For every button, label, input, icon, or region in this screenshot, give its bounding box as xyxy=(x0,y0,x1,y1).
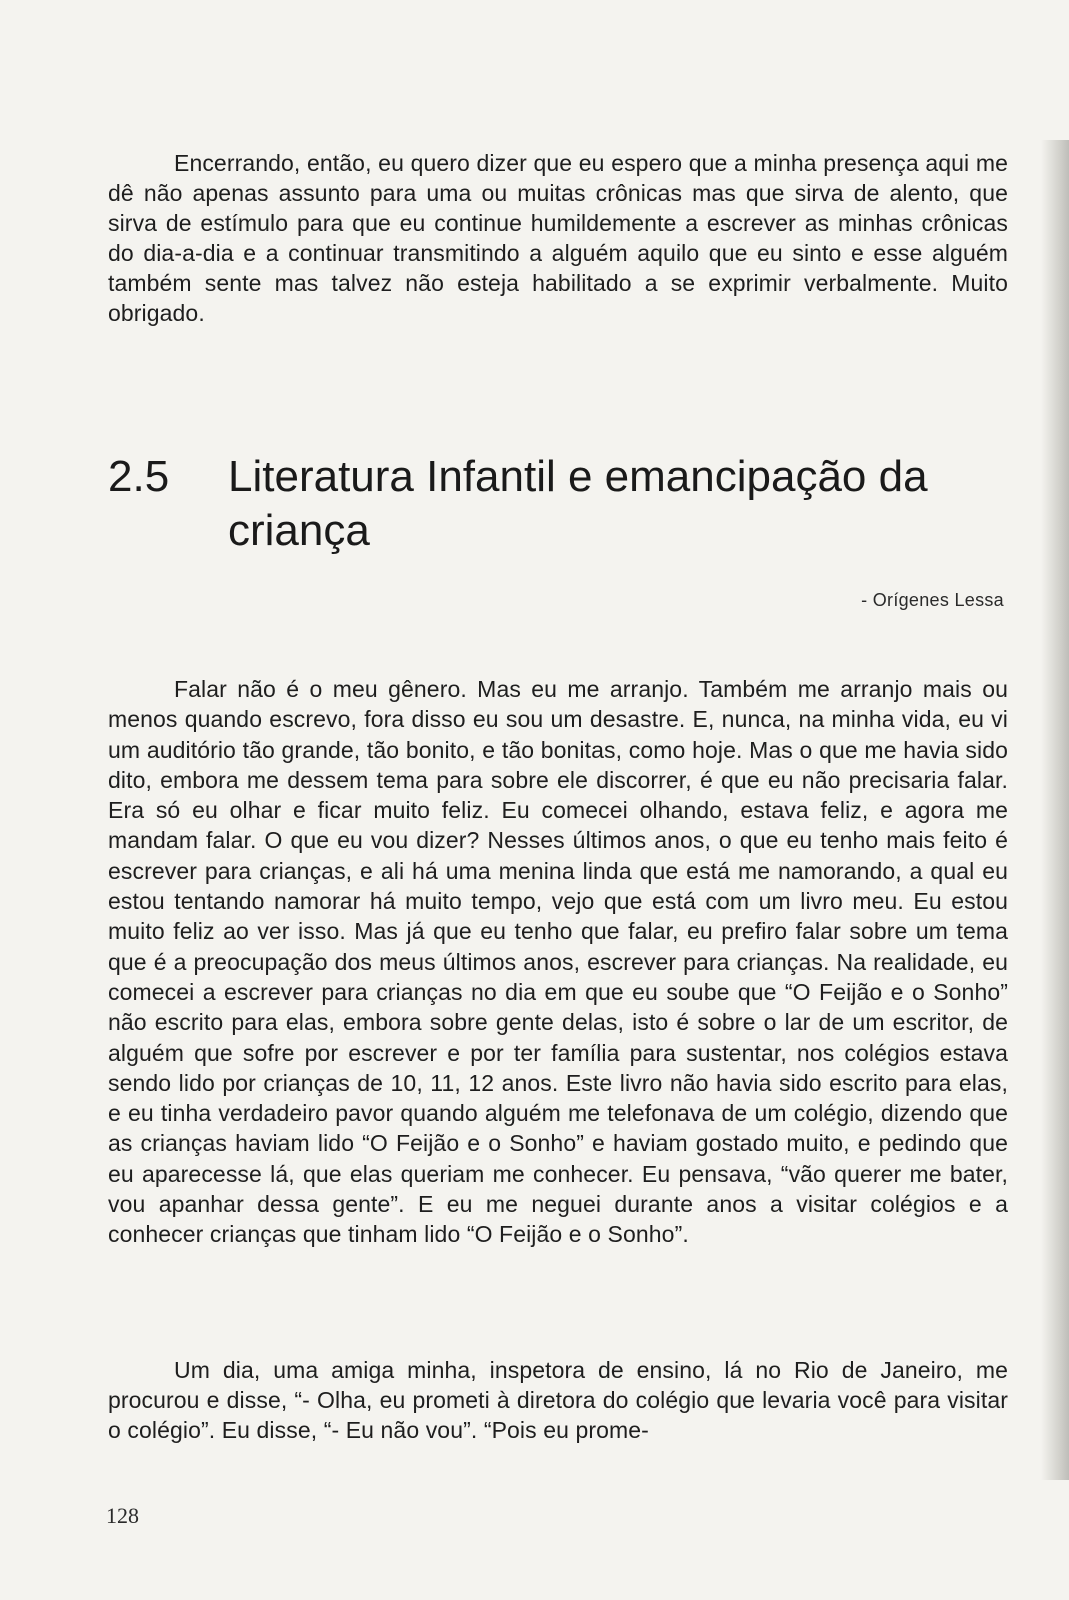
body-paragraph: Falar não é o meu gênero. Mas eu me arranjo. Também me arranjo mais ou menos quando escrevo, fora disso eu sou um desastre. E, nunca, na minha vida, eu vi um auditório tão grande, tão bonito, e tão bonitas, como hoje. Mas o que me havia sido dito, embora me dessem tema para sobre ele discorrer, é que eu não precisaria falar. Era só eu olhar e ficar muito feliz. Eu comecei olhando, estava feliz, e agora me mandam falar. O que eu vou dizer? Nesses últimos anos, o que eu tenho mais feito é escrever para crianças, e ali há uma menina linda que está me namorando, a qual eu estou tentando namorar há muito tempo, vejo que está com um livro meu. Eu estou muito feliz ao ver isso. Mas já que eu tenho que falar, eu prefiro falar sobre um tema que é a preocupação dos meus últimos anos, escrever para crianças. Na realidade, eu comecei a escrever para crianças no dia em que eu soube que “O Feijão e o Sonho” não escrito para elas, embora sobre gente delas, isto é sobre o lar de um escritor, de alguém que sofre por escrever e por ter família para sustentar, nos colégios estava sendo lido por crianças de 10, 11, 12 anos. Este livro não havia sido escrito para elas, e eu tinha verdadeiro pavor quando alguém me telefonava de um colégio, dizendo que as crianças haviam lido “O Feijão e o Sonho” e haviam gostado muito, e pedindo que eu aparecesse lá, que elas queriam me conhecer. Eu pensava, “vão querer me bater, vou apanhar dessa gente”. E eu me neguei durante anos a visitar colégios e a conhecer crianças que tinham lido “O Feijão e o Sonho”. xyxy=(108,676,1008,1248)
section-number: 2.5 xyxy=(108,452,170,501)
gutter-shadow xyxy=(1041,140,1069,1480)
section-heading xyxy=(108,450,1008,558)
page-number: 128 xyxy=(106,1503,139,1528)
section-author: - Orígenes Lessa xyxy=(861,590,1004,610)
closing-paragraph: Encerrando, então, eu quero dizer que eu espero que a minha presença aqui me dê não apenas assunto para uma ou muitas crônicas mas que sirva de alento, que sirva de estímulo para que eu continue humildemente a escrever as minhas crônicas do dia-a-dia e a continuar transmitindo a alguém aquilo que eu sinto e esse alguém também sente mas talvez não esteja habilitado a se exprimir verbalmente. Muito obrigado. xyxy=(108,150,1008,326)
section-title: Literatura Infantil e emancipação da criança xyxy=(228,452,928,555)
body-paragraph: Um dia, uma amiga minha, inspetora de ensino, lá no Rio de Janeiro, me procurou e disse, “- Olha, eu prometi à diretora do colégio que levaria você para visitar o colégio”. Eu disse, “- Eu não vou”. “Pois eu prome- xyxy=(108,1357,1008,1443)
